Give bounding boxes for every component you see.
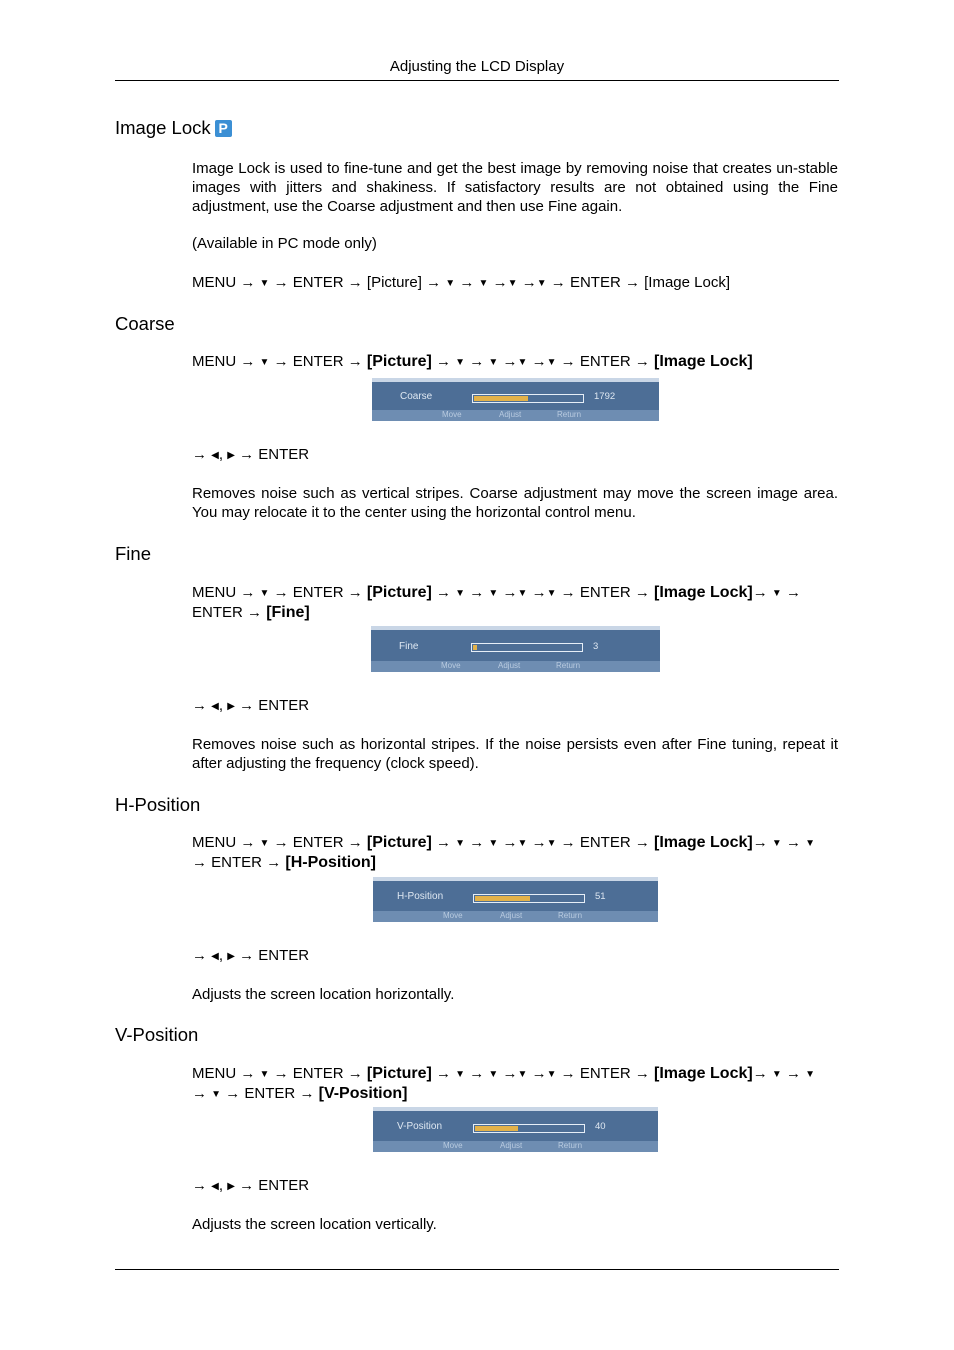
osd-help-return: Return	[558, 1141, 583, 1150]
osd-value: 40	[595, 1121, 606, 1132]
osd-slider-fill	[475, 1126, 518, 1131]
right-arrow-icon: ▶	[227, 450, 235, 461]
coarse-osd-screenshot	[372, 378, 659, 421]
osd-help-return: Return	[558, 911, 583, 920]
osd-help-adjust: Adjust	[500, 1141, 523, 1150]
left-arrow-icon: ◀	[211, 450, 219, 461]
osd-help-move: Move	[443, 911, 463, 920]
right-arrow-icon: ▶	[227, 951, 235, 962]
section-heading-h-position: H-Position	[115, 794, 201, 815]
down-arrow-icon: ▼	[211, 1089, 222, 1100]
fine-menu-path: MENU → ▼ → ENTER → [Picture] → ▼ → ▼ →▼ →▼ → ENTER → [Image Lock]→ ▼ →	[192, 584, 801, 601]
page-header-title: Adjusting the LCD Display	[389, 58, 565, 75]
down-arrow-icon: ▼	[546, 1069, 557, 1080]
down-arrow-icon: ▼	[771, 838, 782, 849]
down-arrow-icon: ▼	[805, 1069, 816, 1080]
header-rule	[115, 80, 839, 81]
down-arrow-icon: ▼	[445, 278, 456, 289]
fine-description: Removes noise such as horizontal stripes. If the noise persists even after Fine tuning, repeat it after adjusting the frequency (clock speed).	[192, 736, 838, 772]
section-heading-v-position: V-Position	[115, 1024, 199, 1045]
down-arrow-icon: ▼	[478, 278, 489, 289]
h-position-menu-path: MENU → ▼ → ENTER → [Picture] → ▼ → ▼ →▼ →▼ → ENTER → [Image Lock]→ ▼ → ▼	[192, 834, 816, 851]
down-arrow-icon: ▼	[536, 278, 547, 289]
down-arrow-icon: ▼	[507, 278, 518, 289]
h-position-menu-path-cont: → ENTER → [H-Position]	[192, 854, 377, 871]
availability-note: (Available in PC mode only)	[192, 235, 377, 252]
osd-slider-fill	[473, 645, 477, 650]
down-arrow-icon: ▼	[455, 838, 466, 849]
fine-menu-path-cont: ENTER → [Fine]	[192, 604, 310, 621]
osd-help-return: Return	[556, 661, 581, 670]
fine-enter-line: → ◀, ▶ → ENTER	[192, 697, 310, 714]
down-arrow-icon: ▼	[488, 588, 499, 599]
v-position-enter-line: → ◀, ▶ → ENTER	[192, 1177, 310, 1194]
down-arrow-icon: ▼	[455, 357, 466, 368]
osd-help-move: Move	[443, 1141, 463, 1150]
footer-rule	[115, 1269, 839, 1270]
down-arrow-icon: ▼	[488, 838, 499, 849]
coarse-enter-line: → ◀, ▶ → ENTER	[192, 446, 310, 463]
down-arrow-icon: ▼	[259, 278, 270, 289]
v-position-osd-screenshot	[373, 1107, 658, 1152]
osd-help-bar	[372, 410, 659, 421]
down-arrow-icon: ▼	[259, 838, 270, 849]
osd-help-move: Move	[441, 661, 461, 670]
osd-help-bar	[373, 911, 658, 922]
osd-value: 3	[593, 641, 599, 652]
left-arrow-icon: ◀	[211, 951, 219, 962]
pc-mode-icon: P	[215, 120, 232, 137]
osd-help-bar	[373, 1141, 658, 1152]
coarse-description: Removes noise such as vertical stripes. Coarse adjustment may move the screen image area. You may relocate it to the center using the horizontal control menu.	[192, 485, 838, 521]
osd-label: V-Position	[397, 1121, 443, 1132]
osd-slider-track	[472, 394, 584, 403]
image-lock-menu-path: MENU → ▼ → ENTER → [Picture] → ▼ → ▼ →▼ →▼ → ENTER → [Image Lock]	[192, 274, 731, 291]
down-arrow-icon: ▼	[517, 838, 528, 849]
osd-value: 51	[595, 891, 606, 902]
down-arrow-icon: ▼	[259, 588, 270, 599]
h-position-osd-screenshot	[373, 877, 658, 922]
right-arrow-icon: ▶	[227, 1181, 235, 1192]
down-arrow-icon: ▼	[546, 838, 557, 849]
down-arrow-icon: ▼	[805, 838, 816, 849]
osd-label: Coarse	[400, 391, 433, 402]
osd-slider-track	[473, 1124, 585, 1133]
osd-help-return: Return	[557, 410, 582, 419]
left-arrow-icon: ◀	[211, 1181, 219, 1192]
osd-help-move: Move	[442, 410, 462, 419]
osd-slider-fill	[474, 396, 528, 401]
right-arrow-icon: ▶	[227, 701, 235, 712]
section-heading-image-lock: Image Lock P	[115, 117, 232, 139]
h-position-enter-line: → ◀, ▶ → ENTER	[192, 947, 310, 964]
osd-slider-track	[471, 643, 583, 652]
down-arrow-icon: ▼	[771, 1069, 782, 1080]
osd-help-adjust: Adjust	[500, 911, 523, 920]
down-arrow-icon: ▼	[259, 357, 270, 368]
section-heading-fine: Fine	[115, 543, 151, 564]
osd-help-adjust: Adjust	[498, 661, 521, 670]
osd-slider-fill	[475, 896, 530, 901]
down-arrow-icon: ▼	[455, 1069, 466, 1080]
down-arrow-icon: ▼	[546, 357, 557, 368]
down-arrow-icon: ▼	[455, 588, 466, 599]
down-arrow-icon: ▼	[259, 1069, 270, 1080]
h-position-description: Adjusts the screen location horizontally.	[192, 986, 455, 1003]
v-position-menu-path: MENU → ▼ → ENTER → [Picture] → ▼ → ▼ →▼ →▼ → ENTER → [Image Lock]→ ▼ → ▼	[192, 1065, 816, 1082]
image-lock-description: Image Lock is used to fine-tune and get the best image by removing noise that creates un-stable images with jitters and shakiness. If satisfactory results are not obtained using the Fine adjustment, use the Coarse adjustment and then use Fine again.	[192, 160, 838, 215]
osd-help-adjust: Adjust	[499, 410, 522, 419]
osd-label: H-Position	[397, 891, 444, 902]
down-arrow-icon: ▼	[517, 588, 528, 599]
left-arrow-icon: ◀	[211, 701, 219, 712]
osd-help-bar	[371, 661, 660, 672]
osd-label: Fine	[399, 641, 419, 652]
v-position-description: Adjusts the screen location vertically.	[192, 1216, 437, 1233]
down-arrow-icon: ▼	[517, 357, 528, 368]
coarse-menu-path: MENU → ▼ → ENTER → [Picture] → ▼ → ▼ →▼ →▼ → ENTER → [Image Lock]	[192, 353, 753, 370]
down-arrow-icon: ▼	[771, 588, 782, 599]
v-position-menu-path-cont: → ▼ → ENTER → [V-Position]	[192, 1085, 408, 1102]
down-arrow-icon: ▼	[488, 357, 499, 368]
osd-slider-track	[473, 894, 585, 903]
down-arrow-icon: ▼	[546, 588, 557, 599]
osd-value: 1792	[594, 391, 616, 402]
down-arrow-icon: ▼	[517, 1069, 528, 1080]
fine-osd-screenshot	[371, 626, 660, 672]
down-arrow-icon: ▼	[488, 1069, 499, 1080]
section-heading-coarse: Coarse	[115, 313, 175, 334]
